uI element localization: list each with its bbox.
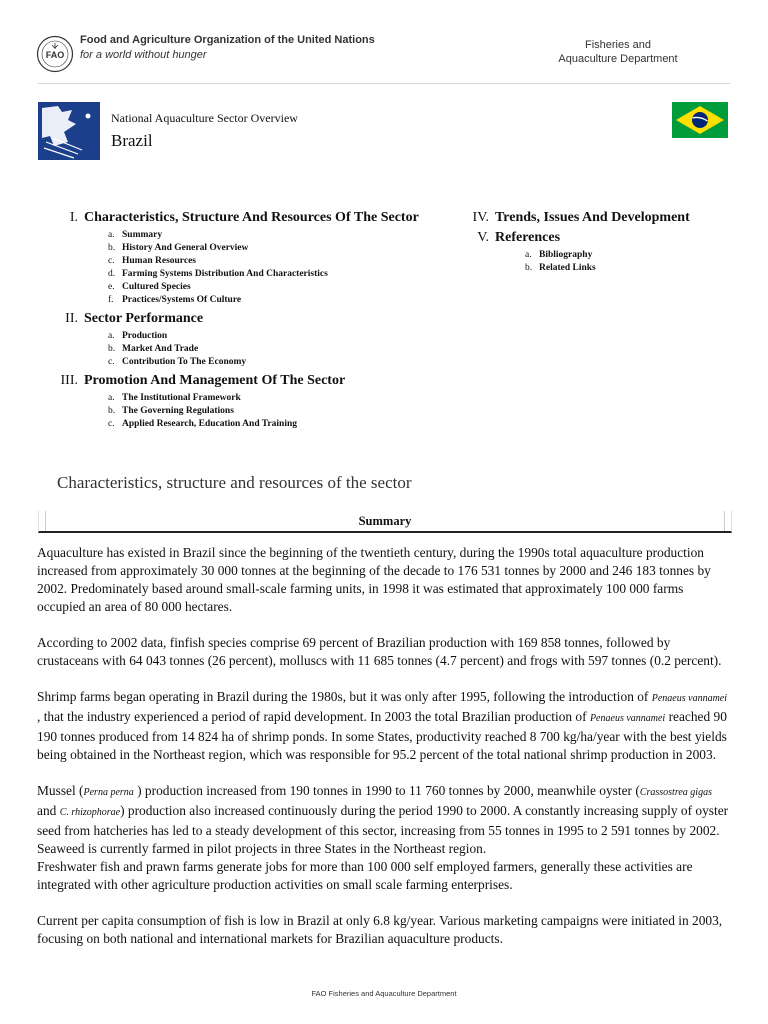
- toc-title: Characteristics, Structure And Resources Of The Sector: [84, 210, 419, 225]
- department-name: [543, 38, 693, 66]
- species-name: Penaeus vannamei: [651, 693, 728, 704]
- toc-section-4[interactable]: [465, 210, 690, 226]
- toc-left-column: [52, 210, 419, 431]
- toc-sub-item[interactable]: e. Cultured Species: [108, 282, 191, 292]
- header-divider: [38, 83, 730, 84]
- paragraph-4: Mussel (Perna perna ) production increased from 190 tonnes in 1990 to 11 760 tonnes by 2000, meanwhile oyster (Crassostrea gigas and C. rhizophorae) production also increased continuously during the period 1990 to 2000. A constantly increasing supply of oyster seed from hatcheries has led to a steady development of this sector, increasing from 55 tonnes in 1995 to 2 591 tonnes by 2002. Seaweed is currently farmed in pilot projects in three States in the Northeast region.: [37, 783, 729, 856]
- paragraph-3: Shrimp farms began operating in Brazil during the 1980s, but it was only after 1995, following the introduction of Penaeus vannamei , that the industry experienced a period of rapid development. In 2003 the total Brazilian production of Penaeus vannamei reached 90 190 tonnes produced from 14 824 ha of shrimp ponds. In some States, productivity reached 8 700 kg/ha/year with the best yields being obtained in the Northeast region, which was responsible for 95.2 percent of the total national shrimp production in 2003.: [37, 689, 728, 762]
- toc-right-column: [465, 210, 690, 275]
- paragraph-1: Aquaculture has existed in Brazil since the beginning of the twentieth century, during the 1990s total aquaculture production increased from approximately 30 000 tonnes at the beginning of the decade to 176 531 tonnes by 2000 and 246 183 tonnes by 2002. Predominately based around small-scale farming units, in 1998 it was estimated that approximately 100 000 farms occupied an area of 80 000 hectares.: [37, 545, 711, 614]
- org-name: Food and Agriculture Organization of the United Nations: [80, 34, 375, 46]
- overview-label: National Aquaculture Sector Overview: [111, 111, 298, 125]
- department-line-2: Aquaculture Department: [558, 53, 678, 65]
- toc-number: V.: [477, 230, 489, 245]
- toc-sub-item[interactable]: b. Related Links: [525, 263, 596, 273]
- toc-sub-item[interactable]: c. Applied Research, Education And Training: [108, 419, 297, 429]
- toc-sub-item[interactable]: a. Summary: [108, 230, 163, 240]
- toc-sub-item[interactable]: b. History And General Overview: [108, 243, 249, 253]
- brazil-flag-icon: [672, 102, 728, 138]
- toc-sub-item[interactable]: d. Farming Systems Distribution And Characteristics: [108, 269, 328, 279]
- aquaculture-emblem-icon: [38, 102, 100, 160]
- country-name: Brazil: [111, 131, 153, 150]
- toc-sub-item[interactable]: c. Human Resources: [108, 256, 196, 266]
- species-name: C. rhizophorae: [59, 807, 121, 818]
- body-text: [37, 544, 731, 948]
- toc-number: III.: [60, 373, 78, 388]
- toc-sub-item[interactable]: a. The Institutional Framework: [108, 393, 241, 403]
- section-title: Characteristics, structure and resources of the sector: [57, 473, 412, 492]
- department-line-1: Fisheries and: [584, 39, 652, 51]
- toc-sub-item[interactable]: f. Practices/Systems Of Culture: [108, 295, 242, 305]
- summary-header-box: [38, 511, 732, 533]
- toc-number: I.: [69, 210, 78, 225]
- toc-section-5[interactable]: [465, 230, 690, 246]
- toc-section-2[interactable]: [52, 311, 419, 327]
- fao-logo-icon: [36, 35, 74, 73]
- toc-title: Sector Performance: [84, 311, 204, 326]
- toc-sub-item[interactable]: a. Bibliography: [525, 250, 593, 260]
- paragraph-2: According to 2002 data, finfish species comprise 69 percent of Brazilian production with 169 858 tonnes, followed by crustaceans with 64 043 tonnes (26 percent), molluscs with 11 685 tonnes (4.7 percent) and frogs with 597 tonnes (0.2 percent).: [37, 635, 722, 668]
- toc-section-1[interactable]: [52, 210, 419, 226]
- toc-sub-item[interactable]: a. Production: [108, 331, 168, 341]
- summary-label: Summary: [45, 511, 725, 531]
- toc-sub-item[interactable]: c. Contribution To The Economy: [108, 357, 247, 367]
- toc-title: Promotion And Management Of The Sector: [84, 373, 346, 388]
- paragraph-5: Freshwater fish and prawn farms generate jobs for more than 100 000 self employed farmers, generally these activities are integrated with other agriculture production activities on small scale farming enterprises.: [37, 859, 693, 892]
- toc-number: IV.: [472, 210, 489, 225]
- toc-title: Trends, Issues And Development: [495, 210, 690, 225]
- species-name: Crassostrea gigas: [639, 787, 712, 798]
- toc-section-3[interactable]: [52, 373, 419, 389]
- toc-sub-item[interactable]: b. Market And Trade: [108, 344, 199, 354]
- toc-sub-item[interactable]: b. The Governing Regulations: [108, 406, 234, 416]
- paragraph-6: Current per capita consumption of fish is low in Brazil at only 6.8 kg/year. Various marketing campaigns were initiated in 2003, focusing on both national and international markets for Brazilian aquaculture products.: [37, 913, 723, 946]
- species-name: Perna perna: [83, 787, 134, 798]
- org-tagline: for a world without hunger: [80, 49, 207, 61]
- species-name: Penaeus vannamei: [589, 713, 666, 724]
- toc-title: References: [495, 230, 561, 245]
- toc-number: II.: [65, 311, 78, 326]
- page-footer: FAO Fisheries and Aquaculture Department: [311, 989, 457, 998]
- svg-text:FAO: FAO: [45, 50, 65, 60]
